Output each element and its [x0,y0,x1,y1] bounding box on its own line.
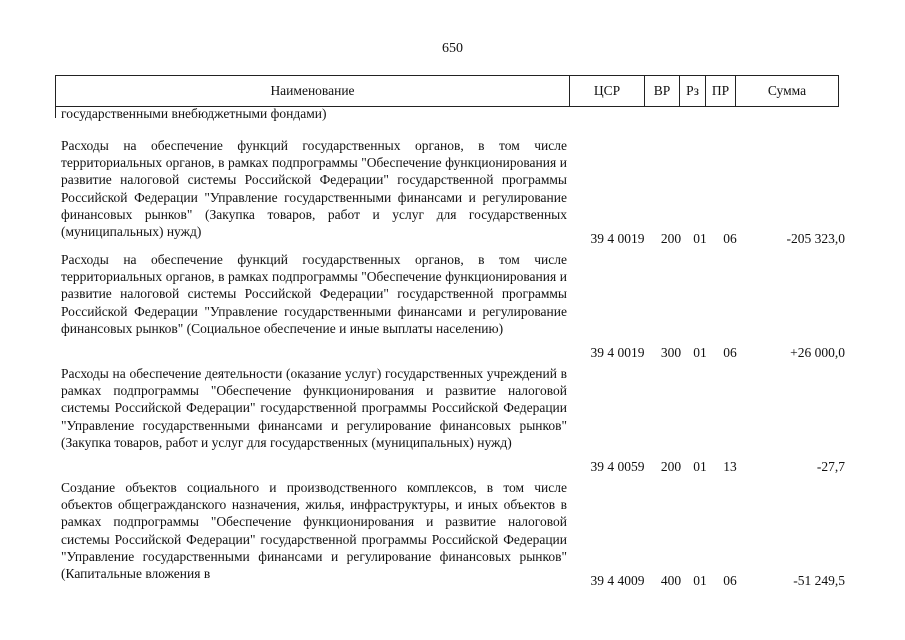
row-sum: -205 323,0 [786,231,845,246]
row-sum: +26 000,0 [790,345,845,360]
row-vr: 300 [660,345,682,360]
row-sum: -27,7 [816,459,845,474]
table-left-border [55,106,56,118]
continuation-text: государственными внебюджетными фондами) [61,106,327,121]
table-row [61,137,851,247]
row-vr: 200 [660,459,682,474]
header-vr: ВР [645,76,680,107]
row-rz: 01 [693,231,707,246]
row-pr: 06 [723,231,737,246]
row-pr: 06 [723,345,737,360]
header-sum: Сумма [736,76,839,107]
row-sum: -51 249,5 [793,573,845,588]
row-vr: 200 [660,231,682,246]
table-row [61,365,851,475]
row-description: Расходы на обеспечение функций государственных органов, в том числе территориальных органов, в рамках подпрограммы "Обеспечение функционирования и развитие налоговой системы Российской Федерации" государственной программы Российской Федерации "Управление государственными финансами и регулирование финансовых рынков" (Социальное обеспечение и иные выплаты населению) [61,252,567,336]
header-row [56,76,839,107]
row-rz: 01 [693,573,707,588]
row-csr: 39 4 0019 [590,345,645,360]
header-rz: Рз [680,76,706,107]
row-pr: 13 [723,459,737,474]
table-row [61,479,851,589]
row-rz: 01 [693,459,707,474]
row-description: Создание объектов социального и производственного комплексов, в том числе объектов общегражданского назначения, жилья, инфраструктуры, и иных объектов в рамках подпрограммы "Обеспечение функционирования и развитие налоговой системы Российской Федерации" государственной программы Российской Федерации "Управление государственными финансами и регулирование финансовых рынков" (Капитальные вложения в [61,480,567,582]
page-number: 650 [442,41,463,56]
row-pr: 06 [723,573,737,588]
row-vr: 400 [660,573,682,588]
header-csr: ЦСР [570,76,645,107]
row-csr: 39 4 4009 [590,573,645,588]
row-csr: 39 4 0059 [590,459,645,474]
row-csr: 39 4 0019 [590,231,645,246]
header-pr: ПР [706,76,736,107]
row-rz: 01 [693,345,707,360]
table-header [55,75,839,107]
table-row [61,251,851,361]
header-name: Наименование [56,76,570,107]
row-description: Расходы на обеспечение деятельности (оказание услуг) государственных учреждений в рамках подпрограммы "Обеспечение функционирования и развитие налоговой системы Российской Федерации" государственной программы Российской Федерации "Управление государственными финансами и регулирование финансовых рынков" (Закупка товаров, работ и услуг для государственных (муниципальных) нужд) [61,366,567,450]
row-description: Расходы на обеспечение функций государственных органов, в том числе территориальных органов, в рамках подпрограммы "Обеспечение функционирования и развитие налоговой системы Российской Федерации" государственной программы Российской Федерации "Управление государственными финансами и регулирование финансовых рынков" (Закупка товаров, работ и услуг для государственных (муниципальных) нужд) [61,138,567,240]
